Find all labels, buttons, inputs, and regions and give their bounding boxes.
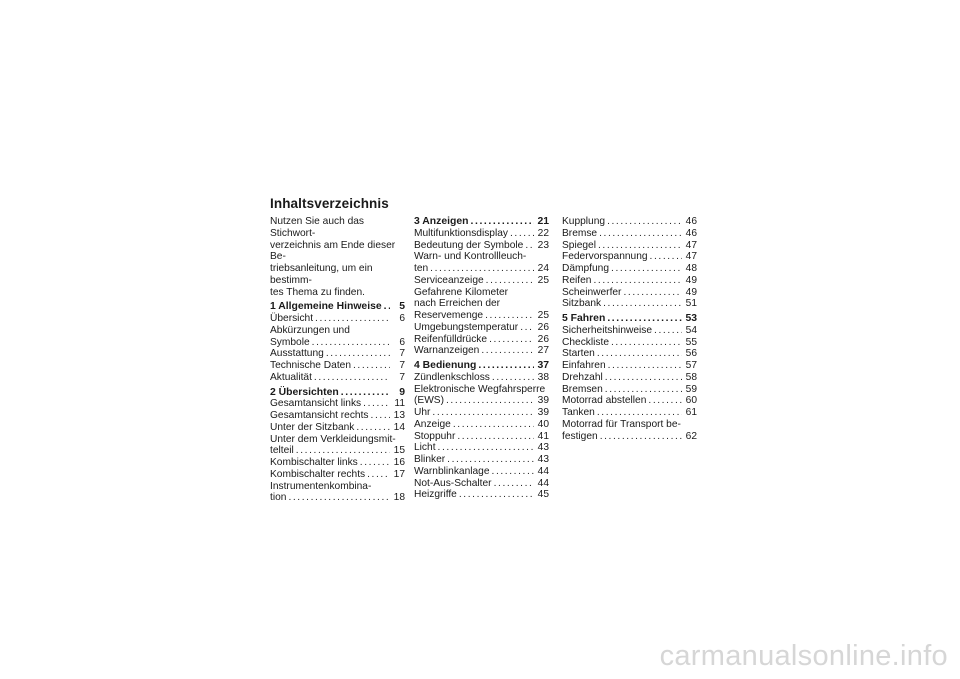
leader-dots (648, 395, 682, 407)
toc-entry[interactable] (562, 216, 697, 228)
toc-entry[interactable] (270, 372, 405, 384)
leader-dots (296, 445, 390, 457)
entry-label: telteil (270, 445, 294, 457)
entry-label: Warnblinkanlage (414, 465, 490, 477)
toc-list-3 (562, 216, 697, 442)
leader-dots (478, 360, 534, 372)
entry-label: Warn- und Kontrollleuch- (414, 251, 527, 263)
toc-entry[interactable] (270, 398, 405, 410)
entry-label: Bremse (562, 227, 598, 239)
entry-label: Abkürzungen und (270, 324, 350, 336)
entry-label: Sicherheitshinweise (562, 324, 653, 336)
page-number: 9 (399, 386, 405, 398)
intro-text (270, 216, 405, 298)
toc-column-2 (414, 216, 549, 501)
entry-label: Serviceanzeige (414, 274, 484, 286)
toc-entry[interactable] (562, 372, 697, 384)
leader-dots (312, 337, 390, 349)
section-label: 4 Bedienung (414, 360, 477, 371)
leader-dots (599, 228, 682, 240)
toc-list-1 (270, 301, 405, 504)
page-number: 25 (537, 310, 549, 321)
entry-label: nach Erreichen der (414, 298, 501, 310)
toc-entry[interactable] (270, 360, 405, 372)
toc-list-2 (414, 216, 549, 501)
entry-label: Starten (562, 348, 595, 360)
page-number: 43 (537, 442, 549, 454)
toc-entry[interactable] (414, 478, 549, 490)
entry-label: Kombischalter links (270, 457, 358, 468)
page-number: 40 (537, 418, 549, 430)
entry-label: (EWS) (414, 395, 444, 407)
leader-dots (603, 298, 682, 310)
toc-entry[interactable] (414, 322, 549, 334)
leader-dots (654, 325, 682, 337)
toc-entry[interactable] (562, 337, 697, 349)
toc-entry[interactable] (270, 469, 405, 481)
entry-label: Umgebungstemperatur (414, 321, 519, 333)
leader-dots (457, 431, 534, 443)
leader-dots (494, 478, 534, 490)
entry-label: Kupplung (562, 216, 606, 227)
entry-label: Zündlenkschloss (414, 371, 490, 383)
page-number: 17 (393, 468, 405, 480)
entry-label: Reservemenge (414, 310, 484, 321)
toc-section-heading[interactable] (562, 313, 697, 325)
section-label: 5 Fahren (562, 313, 606, 324)
toc-entry[interactable] (562, 384, 697, 396)
intro-line: verzeichnis am Ende dieser Be- (270, 239, 396, 263)
leader-dots (597, 348, 682, 360)
entry-label: tion (270, 492, 287, 504)
leader-dots (623, 287, 682, 299)
page-number: 14 (393, 421, 405, 433)
entry-label: Licht (414, 442, 436, 454)
page-number: 56 (685, 348, 697, 360)
leader-dots (288, 492, 390, 504)
leader-dots (605, 372, 682, 384)
leader-dots (486, 275, 534, 287)
page-number: 41 (537, 430, 549, 442)
entry-label: Unter der Sitzbank (270, 421, 355, 433)
section-label: 2 Übersichten (270, 386, 339, 398)
toc-entry[interactable] (562, 263, 697, 275)
toc-entry[interactable] (270, 422, 405, 434)
entry-label: Blinker (414, 454, 446, 465)
page-title: Inhaltsverzeichnis (270, 196, 389, 211)
intro-line: triebsanleitung, um ein bestimm- (270, 263, 373, 286)
page-number: 51 (685, 298, 697, 310)
leader-dots (593, 275, 682, 287)
page-number: 53 (685, 313, 697, 324)
toc-entry[interactable] (414, 419, 549, 431)
toc-entry[interactable] (414, 454, 549, 466)
leader-dots (326, 348, 390, 360)
entry-label: Heizgriffe (414, 489, 457, 501)
entry-label: festigen (562, 430, 598, 442)
entry-label: Technische Daten (270, 360, 351, 371)
toc-entry[interactable] (414, 431, 549, 443)
leader-dots (314, 372, 390, 384)
entry-label: Stoppuhr (414, 430, 456, 442)
section-label: 3 Anzeigen (414, 216, 469, 227)
toc-entry[interactable] (270, 348, 405, 360)
page-number: 21 (537, 216, 549, 227)
page-number: 24 (537, 263, 549, 274)
toc-column-1 (270, 216, 405, 504)
page-number: 26 (537, 321, 549, 333)
toc-column-3 (562, 216, 697, 442)
page-number: 54 (685, 324, 697, 336)
entry-label: Checkliste (562, 336, 609, 348)
entry-label: Gesamtansicht links (270, 398, 362, 410)
entry-label: Scheinwerfer (562, 286, 622, 298)
entry-label: Multifunktionsdisplay (414, 227, 508, 239)
page-number: 58 (685, 371, 697, 383)
page-number: 46 (685, 216, 697, 227)
leader-dots (611, 263, 682, 275)
entry-label: Bremsen (562, 383, 603, 395)
toc-entry[interactable] (562, 407, 697, 419)
entry-label: Kombischalter rechts (270, 468, 366, 480)
page-number: 11 (394, 398, 405, 410)
page-number: 43 (537, 454, 549, 465)
entry-label: Tanken (562, 407, 595, 418)
toc-entry[interactable] (270, 410, 405, 422)
leader-dots (525, 240, 534, 252)
page-number: 45 (537, 489, 549, 501)
toc-entry[interactable] (270, 325, 405, 349)
entry-label: Elektronische Wegfahrsperre (414, 383, 546, 395)
toc-entry[interactable] (562, 251, 697, 263)
watermark-text: carmanualsonline.info (659, 640, 948, 672)
toc-entry[interactable] (270, 457, 405, 469)
page-number: 5 (399, 301, 405, 313)
leader-dots (367, 469, 390, 481)
toc-entry[interactable] (414, 384, 549, 408)
toc-entry[interactable] (414, 287, 549, 322)
toc-entry[interactable] (414, 345, 549, 357)
toc-entry[interactable] (562, 287, 697, 299)
toc-section-heading[interactable] (270, 301, 405, 313)
entry-label: Symbole (270, 336, 310, 348)
page-number: 44 (537, 465, 549, 477)
entry-label: Sitzbank (562, 298, 602, 310)
leader-dots (492, 372, 534, 384)
page-number: 7 (399, 348, 405, 360)
toc-entry[interactable] (562, 348, 697, 360)
toc-entry[interactable] (562, 240, 697, 252)
leader-dots (510, 228, 534, 240)
leader-dots (489, 334, 534, 346)
entry-label: Drehzahl (562, 371, 603, 383)
section-label: 1 Allgemeine Hinweise (270, 301, 382, 313)
leader-dots (600, 431, 682, 443)
toc-entry[interactable] (414, 228, 549, 240)
page-number: 16 (393, 457, 405, 468)
page-number: 48 (685, 263, 697, 274)
toc-entry[interactable] (414, 240, 549, 252)
leader-dots (481, 345, 534, 357)
page-number: 38 (537, 371, 549, 383)
leader-dots (446, 395, 534, 407)
page-number: 39 (537, 407, 549, 418)
page-number: 47 (685, 239, 697, 251)
page-number: 27 (537, 345, 549, 357)
leader-dots (485, 310, 534, 322)
page-number: 46 (685, 227, 697, 239)
toc-section-heading[interactable] (414, 360, 549, 372)
toc-entry[interactable] (562, 275, 697, 287)
page-number: 37 (537, 360, 549, 371)
page-number: 7 (399, 371, 405, 383)
leader-dots (353, 360, 390, 372)
entry-label: Einfahren (562, 360, 606, 371)
toc-entry[interactable] (414, 275, 549, 287)
toc-entry[interactable] (414, 466, 549, 478)
entry-label: Motorrad für Transport be- (562, 418, 681, 430)
toc-entry[interactable] (414, 334, 549, 346)
toc-entry[interactable] (414, 442, 549, 454)
leader-dots (520, 322, 534, 334)
leader-dots (371, 410, 390, 422)
page-number: 49 (685, 286, 697, 298)
page-number: 44 (537, 477, 549, 489)
entry-label: ten (414, 263, 429, 274)
entry-label: Reifen (562, 274, 592, 286)
toc-entry[interactable] (414, 489, 549, 501)
toc-section-heading[interactable] (414, 216, 549, 228)
page-number: 15 (393, 445, 405, 457)
page-number: 26 (537, 333, 549, 345)
page-number: 59 (685, 383, 697, 395)
toc-entry[interactable] (562, 228, 697, 240)
leader-dots (608, 360, 682, 372)
leader-dots (432, 407, 534, 419)
entry-label: Warnanzeigen (414, 345, 480, 357)
leader-dots (611, 337, 682, 349)
entry-label: Federvorspannung (562, 251, 648, 263)
toc-section-heading[interactable] (270, 387, 405, 399)
page-number: 49 (685, 274, 697, 286)
toc-entry[interactable] (562, 298, 697, 310)
leader-dots (453, 419, 534, 431)
page-number: 47 (685, 251, 697, 263)
leader-dots (470, 216, 534, 228)
toc-entry[interactable] (414, 251, 549, 275)
entry-label: Unter dem Verkleidungsmit- (270, 433, 396, 445)
page-number: 6 (399, 336, 405, 348)
leader-dots (356, 422, 390, 434)
intro-line: tes Thema zu finden. (270, 286, 365, 298)
toc-entry[interactable] (270, 434, 405, 458)
leader-dots (447, 454, 534, 466)
entry-label: Spiegel (562, 239, 596, 251)
entry-label: Not-Aus-Schalter (414, 477, 492, 489)
leader-dots (597, 407, 682, 419)
leader-dots (650, 251, 682, 263)
entry-label: Uhr (414, 407, 431, 418)
leader-dots (598, 240, 682, 252)
page-number: 25 (537, 274, 549, 286)
leader-dots (605, 384, 682, 396)
toc-entry[interactable] (414, 372, 549, 384)
leader-dots (363, 398, 390, 410)
page-number: 57 (685, 360, 697, 371)
toc-entry[interactable] (562, 419, 697, 443)
entry-label: Dämpfung (562, 263, 610, 274)
toc-entry[interactable] (562, 325, 697, 337)
page-number: 7 (399, 360, 405, 371)
leader-dots (607, 216, 682, 228)
leader-dots (341, 387, 390, 399)
entry-label: Ausstattung (270, 348, 324, 360)
page-number: 61 (685, 407, 697, 418)
entry-label: Reifenfülldrücke (414, 333, 488, 345)
page-number: 22 (537, 227, 549, 239)
toc-entry[interactable] (562, 395, 697, 407)
leader-dots (315, 313, 390, 325)
toc-entry[interactable] (562, 360, 697, 372)
toc-entry[interactable] (414, 407, 549, 419)
entry-label: Gefahrene Kilometer (414, 286, 509, 298)
page-number: 13 (393, 410, 405, 421)
page-number: 23 (537, 239, 549, 251)
entry-label: Instrumentenkombina- (270, 480, 372, 492)
entry-label: Gesamtansicht rechts (270, 410, 369, 421)
page-number: 55 (685, 336, 697, 348)
intro-line: Nutzen Sie auch das Stichwort- (270, 216, 365, 239)
leader-dots (384, 301, 390, 313)
page-number: 62 (685, 430, 697, 442)
page-number: 60 (685, 395, 697, 407)
entry-label: Motorrad abstellen (562, 395, 647, 407)
entry-label: Bedeutung der Symbole (414, 239, 524, 251)
entry-label: Übersicht (270, 313, 314, 324)
leader-dots (492, 466, 534, 478)
entry-label: Aktualität (270, 371, 312, 383)
page-number: 39 (537, 395, 549, 407)
page-number: 6 (399, 313, 405, 324)
leader-dots (607, 313, 682, 325)
leader-dots (430, 263, 534, 275)
leader-dots (360, 457, 390, 469)
toc-entry[interactable] (270, 313, 405, 325)
toc-entry[interactable] (270, 481, 405, 505)
leader-dots (459, 489, 534, 501)
entry-label: Anzeige (414, 418, 451, 430)
leader-dots (438, 442, 534, 454)
page-number: 18 (393, 492, 405, 504)
